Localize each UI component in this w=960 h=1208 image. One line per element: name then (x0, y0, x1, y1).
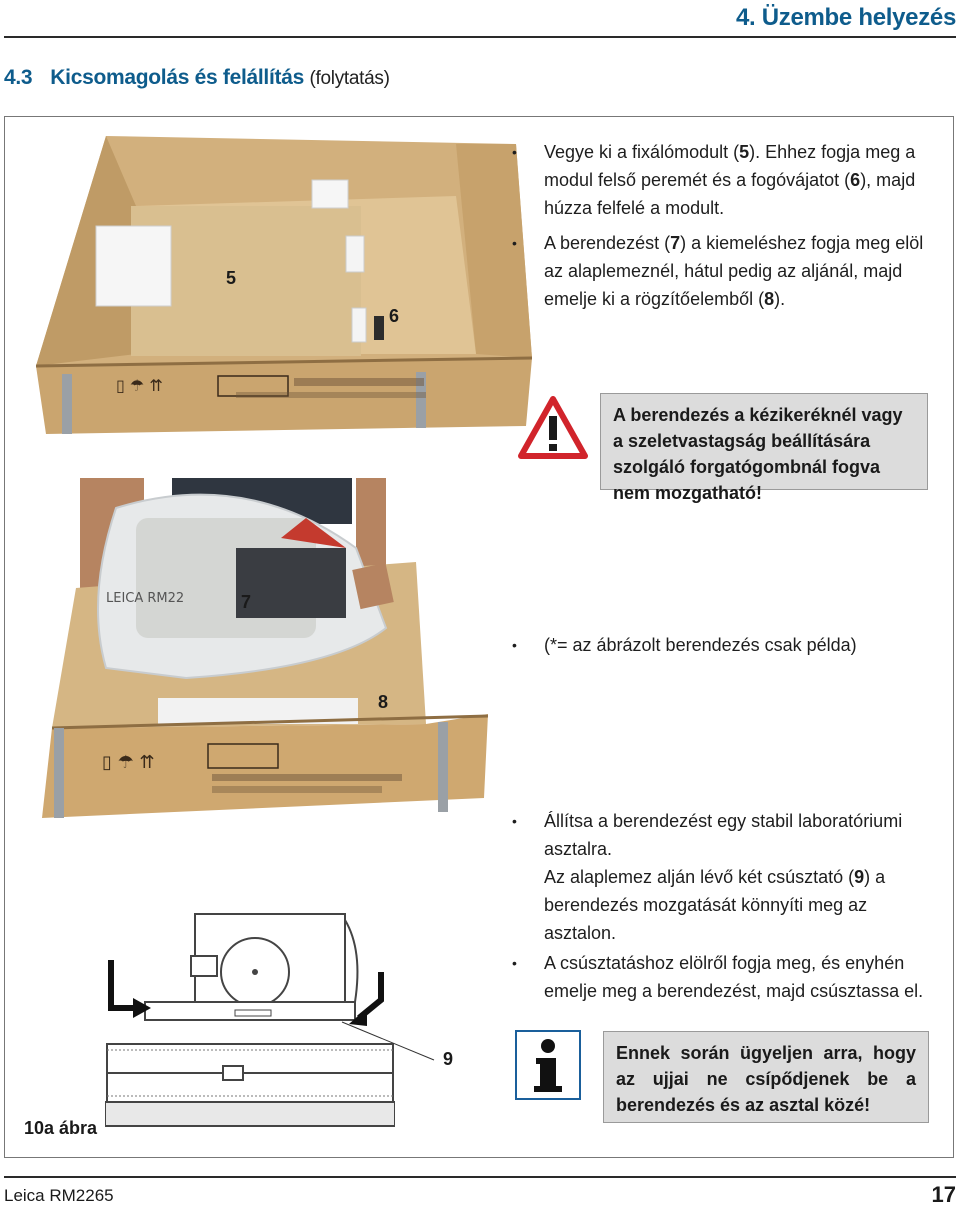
warning-box: A berendezés a kézikeréknél vagy a szeletvastagság beállítására szolgáló forgatógombnál fogva nem mozgatható! (600, 393, 928, 490)
photo-open-crate (36, 136, 532, 436)
section-subtitle: (folytatás) (309, 68, 390, 89)
callout-9: 9 (443, 1049, 454, 1069)
photo-lifting-device (36, 478, 488, 832)
instruction-item: • A csúsztatáshoz elölről fogja meg, és enyhén emelje meg a berendezést, majd csúsztassa el. (508, 949, 932, 1005)
chapter-title: 4. Üzembe helyezés (735, 4, 956, 31)
svg-text:LEICA RM22: LEICA RM22 (106, 591, 185, 606)
info-icon (515, 1030, 581, 1100)
instruction-item: • Állítsa a berendezést egy stabil laboratóriumi asztalra. Az alaplemez alján lévő két csúsztató (9) a berendezés mozgatását könnyíti meg az asztalon. (508, 807, 932, 947)
figure-label: 10a ábra (24, 1118, 98, 1138)
footer-product: Leica RM2265 (4, 1186, 114, 1205)
callout-7: 7 (241, 592, 252, 612)
warning-triangle-icon (518, 396, 588, 460)
callout-6: 6 (389, 306, 400, 326)
callout-9-leader (330, 1010, 440, 1070)
section-heading: Kicsomagolás és felállítás (50, 66, 304, 89)
svg-text:▯ ☂ ⇈: ▯ ☂ ⇈ (102, 752, 155, 773)
section-title (4, 66, 390, 90)
instruction-list-top (508, 138, 932, 320)
callout-8: 8 (378, 692, 389, 712)
page-number: 17 (931, 1182, 956, 1207)
footer-rule (4, 1176, 956, 1178)
instruction-item: • (*= az ábrázolt berendezés csak példa) (508, 631, 932, 659)
instruction-list-bottom (508, 807, 932, 1007)
callout-5: 5 (226, 268, 237, 288)
instruction-item: • Vegye ki a fixálómodult (5). Ehhez fogja meg a modul felső peremét és a fogóvájatot (6), majd húzza felfelé a modult. (508, 138, 932, 222)
info-box: Ennek során ügyeljen arra, hogy az ujjai ne csípődjenek be a berendezés és az asztal közé! (603, 1031, 929, 1123)
svg-text:▯ ☂ ⇈: ▯ ☂ ⇈ (116, 376, 163, 395)
instruction-item: • A berendezést (7) a kiemeléshez fogja meg elöl az alaplemeznél, hátul pedig az aljánál, majd emelje ki a rögzítőelemből (8). (508, 229, 932, 313)
instruction-list-example (508, 631, 932, 659)
header-rule (4, 36, 956, 38)
section-number: 4.3 (4, 66, 33, 89)
